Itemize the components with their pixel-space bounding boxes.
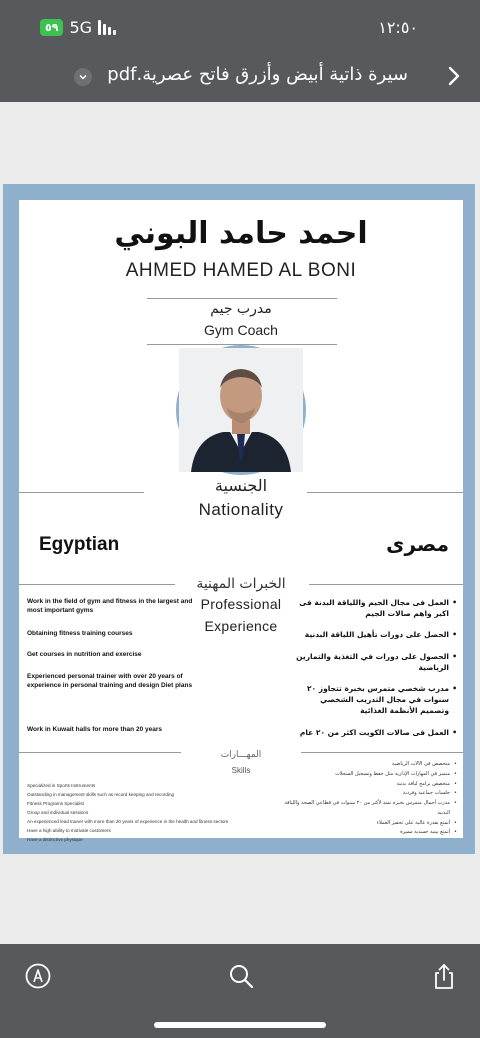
experience-item-english: Work in the field of gym and fitness in the largest and most important gyms [27, 598, 193, 615]
skill-item: • أتمتع ببنية جسدية مميزة [277, 828, 457, 838]
experience-heading-english: Professional [200, 596, 282, 612]
nationality-heading-english: Nationality [198, 500, 284, 519]
resume-document [19, 200, 463, 842]
skill-item: Fitness Programs Specialist [27, 800, 84, 806]
nationality-heading-arabic: الجنسية [214, 476, 268, 495]
experience-item-english: Experienced personal trainer with over 20 years of experience in personal training and design Diet plans [27, 673, 193, 690]
divider [147, 298, 337, 299]
profile-photo [176, 345, 306, 475]
skill-item: • متخصص في الآلات الرياضية [277, 760, 457, 770]
pdf-page [3, 184, 475, 854]
skill-item: • جلسات جماعية وفردية [277, 789, 457, 799]
skill-item: Outstanding in management skills such as record keeping and recording [27, 791, 175, 797]
skill-item: Group and individual sessions [27, 809, 89, 815]
share-icon[interactable] [430, 962, 458, 990]
battery-indicator: ٥٩ [40, 19, 63, 36]
skill-item: • متخصص برامج لياقة بدنية [277, 780, 457, 790]
document-title[interactable]: سيرة ذاتية أبيض وأزرق فاتح عصرية.pdf [107, 64, 408, 85]
experience-heading-arabic: الخبرات المهنية [196, 576, 286, 592]
status-indicators [40, 18, 116, 37]
experience-item-arabic: • العمل فى مجال الجيم واللياقة البدنة فى اكبر واهم صالات الجيم [289, 598, 457, 620]
skill-item: • أتمتع بقدرة عالية على تحفيز العملاء [277, 819, 457, 829]
experience-item-arabic: • الحصول على دورات في التغذية والتمارين الرياضية [289, 652, 457, 674]
experience-heading-english: Experience [204, 618, 278, 634]
skill-item: Specialized in Sports Instruments [27, 783, 96, 788]
network-label: 5G [69, 18, 93, 37]
experience-item-english: Obtaining fitness training courses [27, 630, 133, 637]
skill-item: An experienced lead trainer with more than 20 years of experience in the health and fitness sectors [27, 818, 229, 824]
experience-item-arabic: • العمل فى صالات الكويت اكثر من ٢٠ عام [289, 728, 457, 739]
name-english: AHMED HAMED AL BONI [125, 260, 357, 281]
skill-item: Have a high ability to motivate customers [27, 827, 111, 833]
experience-item-english: Work in Kuwait halls for more than 20 years [27, 726, 162, 733]
back-chevron-icon[interactable] [442, 64, 466, 88]
status-time: ١٢:٥٠ [378, 18, 418, 37]
nationality-value-english: Egyptian [39, 534, 120, 555]
skill-item: • مدرب أحمال متمرس بخبرة تمتد لأكثر من ٢٠ سنوات في قطاعي الصحة واللياقة البدنية [277, 799, 457, 819]
markup-pen-icon[interactable] [24, 962, 52, 990]
name-arabic: احمد حامد البوني [114, 216, 368, 251]
experience-item-arabic: • الحصل على دورات تأهيل اللياقة البدنية [289, 630, 457, 641]
home-indicator[interactable] [154, 1022, 326, 1028]
experience-item-english: Get courses in nutrition and exercise [27, 651, 142, 658]
skills-heading-arabic: المهـــارات [220, 750, 262, 760]
search-icon[interactable] [227, 962, 255, 990]
chevron-down-icon[interactable] [74, 68, 92, 86]
top-bar [0, 0, 480, 102]
skill-item: Have a distinctive physique [27, 836, 83, 842]
role-arabic: مدرب جيم [210, 301, 272, 317]
signal-bars-icon [98, 20, 116, 35]
nationality-value-arabic: مصرى [386, 532, 449, 556]
skills-list-arabic [277, 760, 457, 838]
skills-list-english [27, 782, 237, 845]
role-english: Gym Coach [204, 322, 278, 338]
skills-heading-english: Skills [231, 766, 251, 775]
experience-item-arabic: • مدرب شخصي متمرس بخبرة تتجاوز ٢٠ سنوات في مجال التدريب الشخصي وتصميم الأنظمة الغذائية [289, 684, 457, 717]
skill-item: • متميز في المهارات الإدارية مثل حفظ وتسجيل السجلات [277, 770, 457, 780]
